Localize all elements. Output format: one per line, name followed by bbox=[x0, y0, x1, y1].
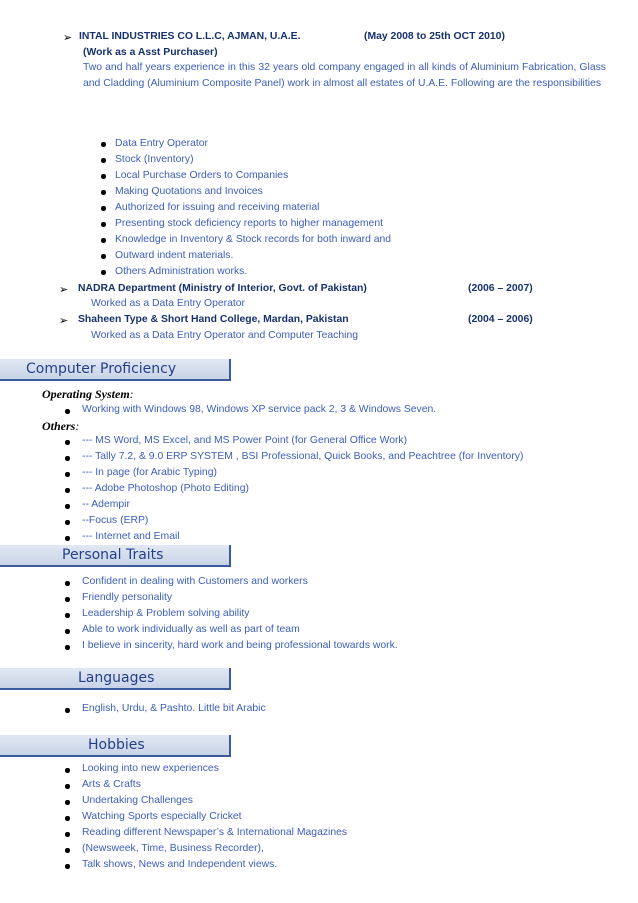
job2-period: (2006 – 2007) bbox=[468, 283, 533, 294]
bullet-icon bbox=[65, 784, 70, 789]
list-item: Friendly personality bbox=[82, 592, 173, 603]
bullet-icon bbox=[101, 238, 106, 243]
list-item: Local Purchase Orders to Companies bbox=[115, 170, 289, 181]
bullet-icon bbox=[65, 597, 70, 602]
list-item: -- Adempir bbox=[82, 499, 130, 510]
list-item: Outward indent materials. bbox=[115, 250, 234, 261]
arrow-bullet-icon: ➢ bbox=[63, 32, 73, 44]
list-item: Presenting stock deficiency reports to higher management bbox=[115, 218, 383, 229]
job3-period: (2004 – 2006) bbox=[468, 314, 533, 325]
bullet-icon bbox=[65, 848, 70, 853]
list-item: --- Adobe Photoshop (Photo Editing) bbox=[82, 483, 249, 494]
bullet-icon bbox=[65, 800, 70, 805]
list-item: (Newsweek, Time, Business Recorder), bbox=[82, 843, 264, 854]
bullet-icon bbox=[65, 520, 70, 525]
section-title: Personal Traits bbox=[62, 547, 164, 563]
section-title: Computer Proficiency bbox=[26, 361, 177, 377]
bullet-icon bbox=[65, 581, 70, 586]
bullet-icon bbox=[65, 708, 70, 713]
bullet-icon bbox=[101, 222, 106, 227]
list-item: --- Tally 7.2, & 9.0 ERP SYSTEM , BSI Professional, Quick Books, and Peachtree (for Inventory) bbox=[82, 451, 524, 462]
arrow-bullet-icon: ➢ bbox=[59, 284, 69, 296]
section-title: Hobbies bbox=[88, 737, 145, 753]
bullet-icon bbox=[65, 629, 70, 634]
list-item: Making Quotations and Invoices bbox=[115, 186, 263, 197]
bullet-icon bbox=[101, 142, 106, 147]
bullet-icon bbox=[101, 158, 106, 163]
list-item: English, Urdu, & Pashto. Little bit Arabic bbox=[82, 703, 266, 714]
list-item: --- MS Word, MS Excel, and MS Power Point (for General Office Work) bbox=[82, 435, 408, 446]
list-item: Arts & Crafts bbox=[82, 779, 141, 790]
bullet-icon bbox=[65, 504, 70, 509]
section-heading-traits bbox=[0, 545, 231, 567]
list-item: Leadership & Problem solving ability bbox=[82, 608, 250, 619]
arrow-bullet-icon: ➢ bbox=[59, 315, 69, 327]
job1-role: (Work as a Asst Purchaser) bbox=[83, 47, 218, 58]
bullet-icon bbox=[65, 768, 70, 773]
list-item: Confident in dealing with Customers and workers bbox=[82, 576, 308, 587]
bullet-icon bbox=[101, 190, 106, 195]
section-title: Languages bbox=[78, 670, 155, 686]
job1-summary: Two and half years experience in this 32 years old company engaged in all kinds of Aluminium Fabrication, Glass and Cladding (Aluminium Composite Panel) work in almost all estates of U.A.E. Following are the responsibilities bbox=[83, 62, 606, 89]
list-item: --- Internet and Email bbox=[82, 531, 180, 542]
bullet-icon bbox=[65, 832, 70, 837]
bullet-icon bbox=[101, 254, 106, 259]
job3-role: Worked as a Data Entry Operator and Computer Teaching bbox=[91, 330, 359, 341]
list-item: Talk shows, News and Independent views. bbox=[82, 859, 278, 870]
list-item: Looking into new experiences bbox=[82, 763, 219, 774]
bullet-icon bbox=[65, 613, 70, 618]
others-label: Others: bbox=[42, 419, 80, 433]
bullet-icon bbox=[65, 536, 70, 541]
bullet-icon bbox=[65, 472, 70, 477]
section-heading-languages bbox=[0, 668, 231, 690]
job1-company: INTAL INDUSTRIES CO L.L.C, AJMAN, U.A.E. bbox=[79, 31, 301, 42]
list-item: Reading different Newspaper’s & International Magazines bbox=[82, 827, 348, 838]
list-item: Working with Windows 98, Windows XP service pack 2, 3 & Windows Seven. bbox=[82, 404, 437, 415]
list-item: I believe in sincerity, hard work and being professional towards work. bbox=[82, 640, 398, 651]
section-heading-computer bbox=[0, 359, 231, 381]
list-item: Authorized for issuing and receiving material bbox=[115, 202, 320, 213]
list-item: Others Administration works. bbox=[115, 266, 248, 277]
list-item: Knowledge in Inventory & Stock records for both inward and bbox=[115, 234, 392, 245]
job3-company: Shaheen Type & Short Hand College, Mardan, Pakistan bbox=[78, 314, 349, 325]
bullet-icon bbox=[101, 270, 106, 275]
job2-role: Worked as a Data Entry Operator bbox=[91, 298, 246, 309]
job1-period: (May 2008 to 25th OCT 2010) bbox=[364, 31, 505, 42]
job2-company: NADRA Department (Ministry of Interior, Govt. of Pakistan) bbox=[78, 283, 367, 294]
bullet-icon bbox=[65, 645, 70, 650]
list-item: Watching Sports especially Cricket bbox=[82, 811, 242, 822]
os-label: Operating System: bbox=[42, 387, 134, 401]
list-item: Able to work individually as well as part of team bbox=[82, 624, 300, 635]
list-item: Undertaking Challenges bbox=[82, 795, 193, 806]
bullet-icon bbox=[101, 206, 106, 211]
list-item: Stock (Inventory) bbox=[115, 154, 194, 165]
bullet-icon bbox=[65, 488, 70, 493]
bullet-icon bbox=[65, 440, 70, 445]
section-heading-hobbies bbox=[0, 735, 231, 757]
list-item: --Focus (ERP) bbox=[82, 515, 149, 526]
bullet-icon bbox=[65, 864, 70, 869]
list-item: --- In page (for Arabic Typing) bbox=[82, 467, 217, 478]
bullet-icon bbox=[65, 816, 70, 821]
list-item: Data Entry Operator bbox=[115, 138, 208, 149]
bullet-icon bbox=[101, 174, 106, 179]
bullet-icon bbox=[65, 456, 70, 461]
bullet-icon bbox=[65, 409, 70, 414]
